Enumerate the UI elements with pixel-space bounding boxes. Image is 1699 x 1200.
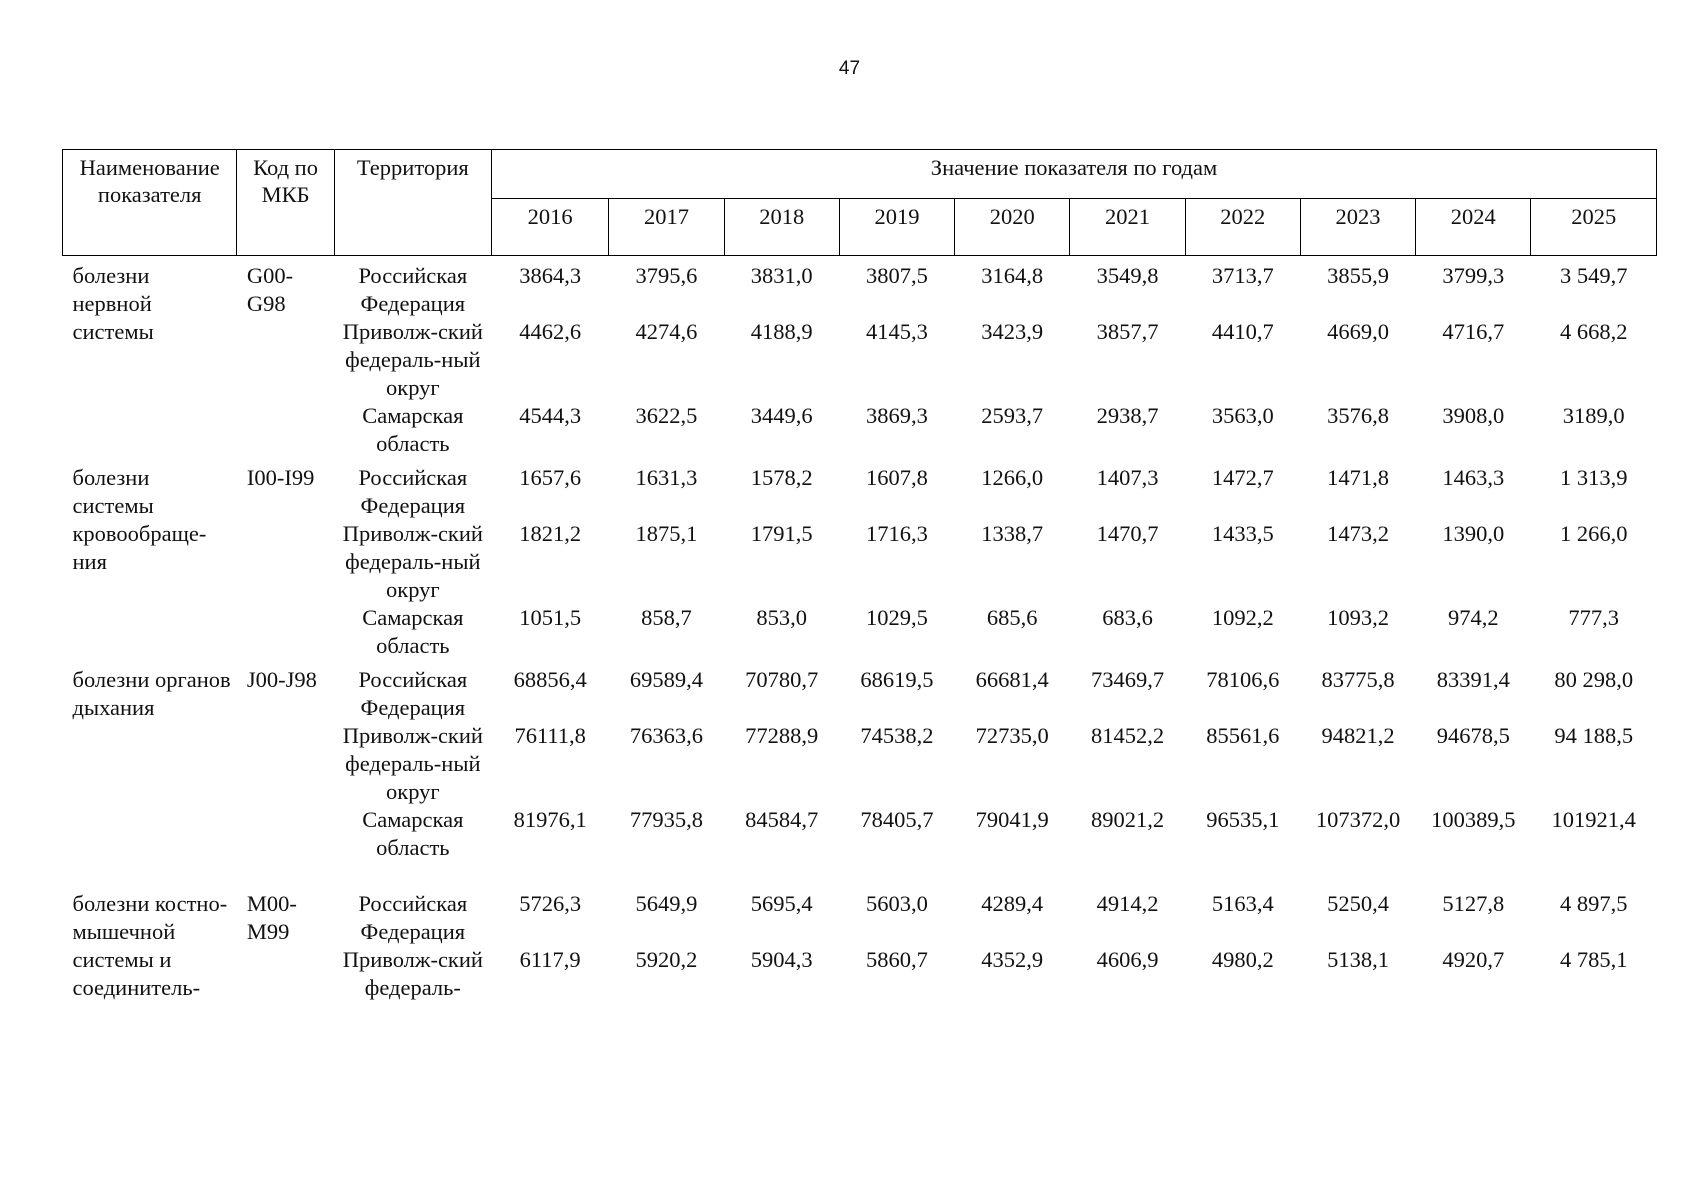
- value-cell: 96535,1: [1206, 807, 1280, 832]
- value-cell: 77935,8: [629, 807, 703, 832]
- value-cell: 1093,2: [1327, 605, 1389, 630]
- territory-name: Приволж-ский федераль-ный округ: [342, 521, 483, 602]
- value-cell: 100389,5: [1431, 807, 1516, 832]
- value-cell: 4410,7: [1211, 319, 1274, 344]
- value-cell: 3857,7: [1096, 319, 1159, 344]
- territory-name: Самарская область: [362, 605, 464, 658]
- value-cell: 3795,6: [635, 263, 698, 288]
- indicator-name: болезни системы кровообраще-ния: [72, 465, 207, 574]
- value-cell: 685,6: [986, 605, 1038, 630]
- value-cell: 1463,3: [1442, 465, 1505, 490]
- value-cell: 70780,7: [745, 667, 819, 692]
- territory-name: Самарская область: [362, 403, 464, 456]
- value-cell: 6117,9: [519, 947, 581, 972]
- value-cell: 5603,0: [866, 891, 928, 916]
- value-cell: 76111,8: [514, 723, 586, 748]
- table-row: [63, 256, 1657, 319]
- value-cell: 4669,0: [1327, 319, 1389, 344]
- value-cell: 4716,7: [1442, 319, 1505, 344]
- value-cell: 76363,6: [629, 723, 703, 748]
- indicator-name: болезни нервной системы: [72, 263, 154, 344]
- value-cell: 4145,3: [866, 319, 928, 344]
- value-cell: 2593,7: [981, 403, 1044, 428]
- value-cell: 3189,0: [1562, 403, 1625, 428]
- value-cell: 1470,7: [1096, 521, 1159, 546]
- value-cell: 1390,0: [1442, 521, 1505, 546]
- value-cell: 1657,6: [519, 465, 582, 490]
- value-cell: 80 298,0: [1554, 667, 1634, 692]
- value-cell: 4352,9: [981, 947, 1044, 972]
- value-cell: 1092,2: [1211, 605, 1274, 630]
- header-year: 2019: [839, 199, 954, 256]
- value-cell: 81452,2: [1090, 723, 1165, 748]
- header-year: 2022: [1185, 199, 1300, 256]
- value-cell: 4 668,2: [1559, 319, 1628, 344]
- value-cell: 777,3: [1568, 605, 1620, 630]
- value-cell: 2938,7: [1096, 403, 1159, 428]
- indicator-name: болезни органов дыхания: [72, 667, 231, 720]
- header-year: 2016: [492, 199, 609, 256]
- value-cell: 4289,4: [981, 891, 1044, 916]
- value-cell: 89021,2: [1090, 807, 1165, 832]
- table-row: [63, 862, 1657, 946]
- value-cell: 3807,5: [866, 263, 928, 288]
- value-cell: 4544,3: [519, 403, 582, 428]
- table-row: [63, 458, 1657, 520]
- page-number: 47: [838, 58, 861, 79]
- value-cell: 4606,9: [1096, 947, 1159, 972]
- value-cell: 3563,0: [1211, 403, 1274, 428]
- value-cell: 1 266,0: [1559, 521, 1628, 546]
- icd-code: M00-M99: [246, 891, 297, 944]
- value-cell: 101921,4: [1551, 807, 1636, 832]
- value-cell: 5695,4: [750, 891, 813, 916]
- value-cell: 5138,1: [1327, 947, 1389, 972]
- value-cell: 1471,8: [1327, 465, 1389, 490]
- value-cell: 1051,5: [519, 605, 582, 630]
- value-cell: 3622,5: [635, 403, 698, 428]
- value-cell: 94678,5: [1436, 723, 1510, 748]
- header-year: 2020: [955, 199, 1070, 256]
- value-cell: 683,6: [1102, 605, 1153, 630]
- value-cell: 4980,2: [1211, 947, 1274, 972]
- header-year: 2024: [1416, 199, 1531, 256]
- territory-name: Российская Федерация: [358, 263, 468, 316]
- territory-name: Приволж-ский федераль-ный округ: [342, 723, 483, 804]
- indicator-name: болезни костно-мышечной системы и соединитель-: [72, 891, 228, 1000]
- value-cell: 4 785,1: [1559, 947, 1628, 972]
- value-cell: 5920,2: [635, 947, 698, 972]
- territory-name: Приволж-ский федераль-: [342, 947, 483, 1000]
- value-cell: 1433,5: [1211, 521, 1274, 546]
- value-cell: 4914,2: [1096, 891, 1159, 916]
- value-cell: 1821,2: [519, 521, 582, 546]
- icd-code: I00-I99: [246, 465, 315, 490]
- value-cell: 4274,6: [635, 319, 698, 344]
- value-cell: 1716,3: [866, 521, 928, 546]
- value-cell: 69589,4: [629, 667, 703, 692]
- value-cell: 1607,8: [866, 465, 928, 490]
- value-cell: 3449,6: [750, 403, 813, 428]
- value-cell: 5250,4: [1327, 891, 1389, 916]
- value-cell: 72735,0: [975, 723, 1049, 748]
- icd-code: J00-J98: [246, 667, 317, 692]
- value-cell: 68619,5: [860, 667, 934, 692]
- value-cell: 85561,6: [1206, 723, 1280, 748]
- value-cell: 3908,0: [1442, 403, 1505, 428]
- value-cell: 1407,3: [1096, 465, 1159, 490]
- value-cell: 5904,3: [750, 947, 813, 972]
- value-cell: 83391,4: [1436, 667, 1510, 692]
- header-year: 2021: [1070, 199, 1185, 256]
- territory-name: Российская Федерация: [358, 891, 468, 944]
- territory-name: Самарская область: [362, 807, 464, 860]
- value-cell: 3576,8: [1327, 403, 1389, 428]
- value-cell: 1473,2: [1327, 521, 1389, 546]
- value-cell: 1791,5: [750, 521, 813, 546]
- value-cell: 83775,8: [1321, 667, 1395, 692]
- value-cell: 3831,0: [750, 263, 813, 288]
- value-cell: 1578,2: [750, 465, 813, 490]
- value-cell: 3164,8: [981, 263, 1044, 288]
- header-year: 2018: [724, 199, 839, 256]
- territory-name: Приволж-ский федераль-ный округ: [342, 319, 483, 400]
- value-cell: 78405,7: [860, 807, 934, 832]
- territory-name: Российская Федерация: [358, 465, 468, 518]
- value-cell: 5163,4: [1211, 891, 1274, 916]
- value-cell: 1029,5: [866, 605, 928, 630]
- value-cell: 3 549,7: [1559, 263, 1628, 288]
- value-cell: 4 897,5: [1559, 891, 1628, 916]
- value-cell: 5726,3: [519, 891, 582, 916]
- value-cell: 3549,8: [1096, 263, 1159, 288]
- value-cell: 3713,7: [1211, 263, 1274, 288]
- value-cell: 853,0: [756, 605, 808, 630]
- value-cell: 81976,1: [513, 807, 587, 832]
- value-cell: 74538,2: [860, 723, 934, 748]
- value-cell: 3799,3: [1442, 263, 1505, 288]
- value-cell: 974,2: [1447, 605, 1499, 630]
- header-territory: Территория: [334, 150, 491, 256]
- value-cell: 5127,8: [1442, 891, 1505, 916]
- value-cell: 1338,7: [981, 521, 1044, 546]
- header-year: 2023: [1300, 199, 1415, 256]
- header-years-group: Значение показателя по годам: [492, 150, 1657, 199]
- value-cell: 3423,9: [981, 319, 1044, 344]
- value-cell: 1 313,9: [1559, 465, 1628, 490]
- header-indicator: Наименование показателя: [63, 150, 237, 256]
- value-cell: 1266,0: [981, 465, 1044, 490]
- value-cell: 68856,4: [513, 667, 587, 692]
- value-cell: 3864,3: [519, 263, 582, 288]
- value-cell: 84584,7: [745, 807, 819, 832]
- value-cell: 79041,9: [975, 807, 1049, 832]
- value-cell: 94821,2: [1321, 723, 1395, 748]
- value-cell: 5649,9: [635, 891, 698, 916]
- value-cell: 1631,3: [635, 465, 698, 490]
- icd-code: G00-G98: [246, 263, 294, 316]
- value-cell: 1472,7: [1211, 465, 1274, 490]
- value-cell: 3855,9: [1327, 263, 1389, 288]
- value-cell: 66681,4: [975, 667, 1049, 692]
- header-year: 2025: [1531, 199, 1657, 256]
- value-cell: 858,7: [641, 605, 692, 630]
- value-cell: 73469,7: [1090, 667, 1165, 692]
- value-cell: 5860,7: [866, 947, 928, 972]
- header-year: 2017: [609, 199, 724, 256]
- value-cell: 94 188,5: [1554, 723, 1634, 748]
- value-cell: 3869,3: [866, 403, 928, 428]
- table-row: [63, 660, 1657, 722]
- header-code: Код по МКБ: [237, 150, 334, 256]
- value-cell: 107372,0: [1315, 807, 1401, 832]
- territory-name: Российская Федерация: [358, 667, 468, 720]
- value-cell: 77288,9: [745, 723, 819, 748]
- value-cell: 78106,6: [1206, 667, 1280, 692]
- value-cell: 1875,1: [635, 521, 698, 546]
- value-cell: 4188,9: [750, 319, 813, 344]
- value-cell: 4462,6: [519, 319, 582, 344]
- indicator-table: [62, 149, 1657, 1002]
- value-cell: 4920,7: [1442, 947, 1505, 972]
